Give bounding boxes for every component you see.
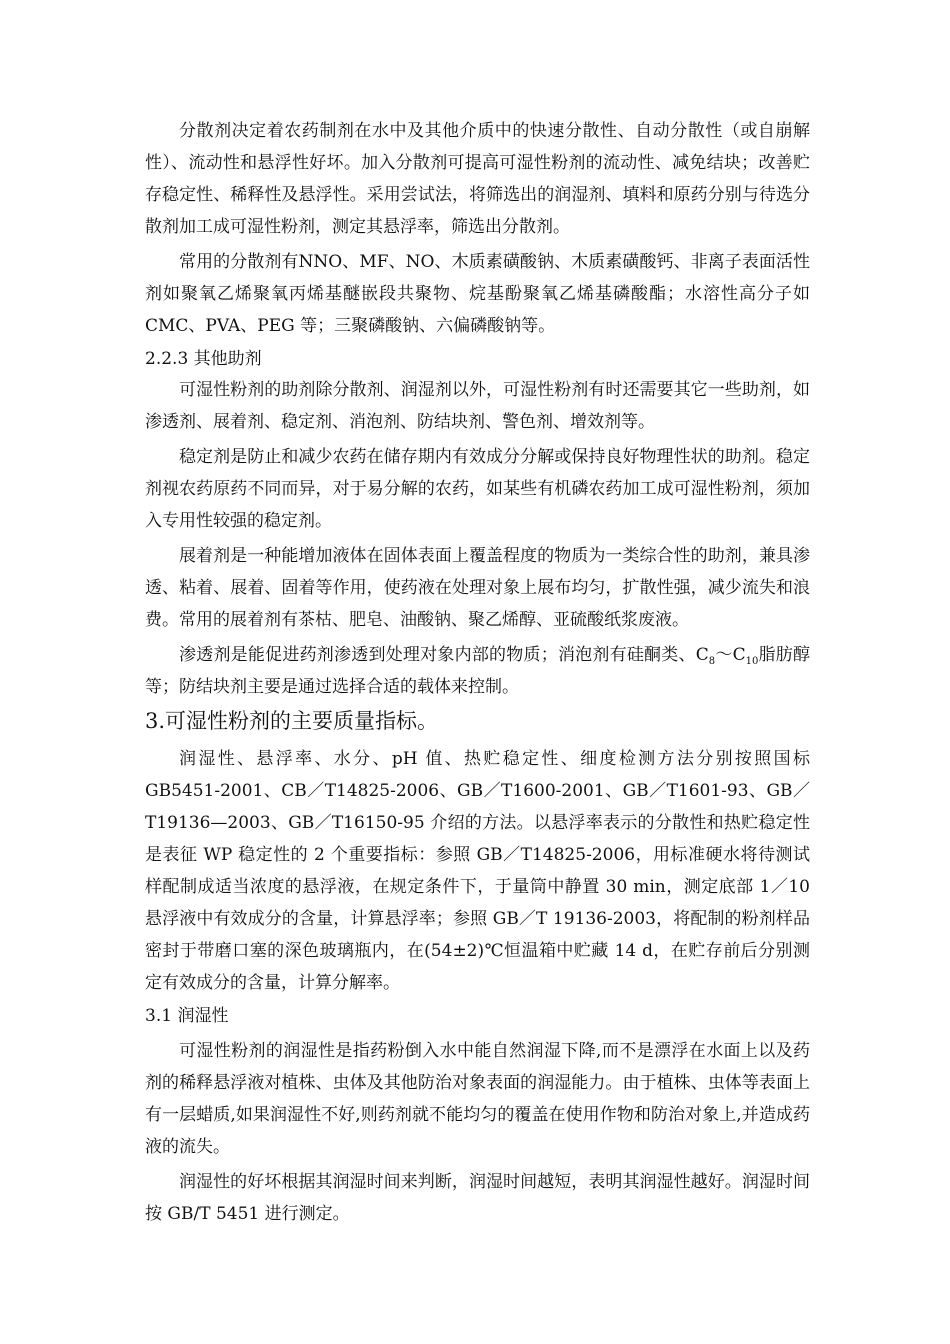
section-heading-3: 3.可湿性粉剂的主要质量指标。 — [145, 709, 439, 733]
penetrant-text-2: ～C — [715, 645, 746, 665]
penetrant-text-1: 渗透剂是能促进药剂渗透到处理对象内部的物质；消泡剂有硅酮类、C — [179, 645, 709, 665]
section-heading-2-2-3: 2.2.3 其他助剂 — [145, 349, 262, 369]
paragraph-penetrant — [145, 639, 810, 703]
penetrant-text-3: 脂肪醇等；防结块剂主要是通过选择合适的载体来控制。 — [145, 645, 811, 697]
subscript-8: 8 — [708, 656, 716, 667]
paragraph-stabilizer: 稳定剂是防止和减少农药在储存期内有效成分分解或保持良好物理性状的助剂。稳定剂视农药原药不同而异，对于易分解的农药，如某些有机磷农药加工成可湿性粉剂，须加入专用性较强的稳定剂。 — [145, 447, 810, 531]
subscript-10: 10 — [745, 656, 759, 667]
paragraph-common-dispersants: 常用的分散剂有NNO、MF、NO、木质素磺酸钠、木质素磺酸钙、非离子表面活性剂如聚氧乙烯聚氧丙烯基醚嵌段共聚物、烷基酚聚氧乙烯基磷酸酯；水溶性高分子如CMC、PVA、PEG 等；三聚磷酸钠、六偏磷酸钠等。 — [145, 252, 810, 336]
paragraph-quality-indicators: 润湿性、悬浮率、水分、pH 值、热贮稳定性、细度检测方法分别按照国标GB5451-2001、CB／T14825-2006、GB／T1600-2001、GB／T1601-93、GB／T19136—2003、GB／T16150-95 介绍的方法。以悬浮率表示的分散性和热贮稳定性是表征 WP 稳定性的 2 个重要指标：参照 GB／T14825-2006，用标准硬水将待测试样配制成适当浓度的悬浮液，在规定条件下，于量筒中静置 30 min，测定底部 1／10 悬浮液中有效成分的含量，计算悬浮率；参照 GB／T 19136-2003，将配制的粉剂样品密封于带磨口塞的深色玻璃瓶内，在(54±2)℃恒温箱中贮藏 14 d，在贮存前后分别测定有效成分的含量，计算分解率。 — [145, 749, 810, 993]
paragraph-wettability-definition: 可湿性粉剂的润湿性是指药粉倒入水中能自然润湿下降,而不是漂浮在水面上以及药剂的稀释悬浮液对植株、虫体及其他防治对象表面的润湿能力。由于植株、虫体等表面上有一层蜡质,如果润湿性不好,则药剂就不能均匀的覆盖在使用作物和防治对象上,并造成药液的流失。 — [145, 1041, 810, 1157]
paragraph-other-additives: 可湿性粉剂的助剂除分散剂、润湿剂以外，可湿性粉剂有时还需要其它一些助剂，如渗透剂、展着剂、稳定剂、消泡剂、防结块剂、警色剂、增效剂等。 — [145, 380, 810, 432]
paragraph-wettability-test: 润湿性的好坏根据其润湿时间来判断，润湿时间越短，表明其润湿性越好。润湿时间按 GB/T 5451 进行测定。 — [145, 1172, 810, 1224]
section-heading-3-1: 3.1 润湿性 — [145, 1006, 229, 1026]
document-page — [145, 115, 810, 1230]
paragraph-dispersant-role: 分散剂决定着农药制剂在水中及其他介质中的快速分散性、自动分散性（或自崩解性）、流动性和悬浮性好坏。加入分散剂可提高可湿性粉剂的流动性、减免结块；改善贮存稳定性、稀释性及悬浮性。采用尝试法，将筛选出的润湿剂、填料和原药分别与待选分散剂加工成可湿性粉剂，测定其悬浮率，筛选出分散剂。 — [145, 121, 810, 237]
paragraph-spreader: 展着剂是一种能增加液体在固体表面上覆盖程度的物质为一类综合性的助剂，兼具渗透、粘着、展着、固着等作用，使药液在处理对象上展布均匀，扩散性强，减少流失和浪费。常用的展着剂有茶枯、肥皂、油酸钠、聚乙烯醇、亚硫酸纸浆废液。 — [145, 546, 810, 630]
